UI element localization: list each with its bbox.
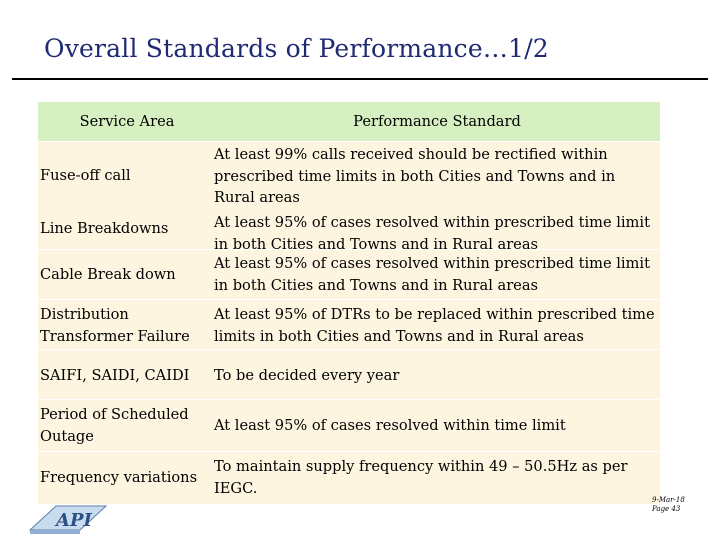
- table-row: [38, 452, 660, 504]
- footer-page: Page 43: [652, 505, 681, 513]
- row-area: SAIFI, SAIDI, CAIDI: [40, 367, 190, 384]
- table-row: [38, 350, 660, 400]
- row-standard: At least 95% of cases resolved within time limit: [214, 417, 566, 434]
- row-area: Cable Break down: [40, 266, 176, 283]
- row-standard: At least 99% calls received should be rectified within prescribed time limits in both Cities and Towns and in Rural areas: [214, 146, 616, 206]
- api-logo-icon: [26, 500, 110, 536]
- slide-footer: [652, 496, 685, 514]
- row-standard: At least 95% of cases resolved within prescribed time limit in both Cities and Towns and in Rural areas: [214, 255, 650, 294]
- row-area: Frequency variations: [40, 469, 198, 486]
- table-row: [38, 250, 660, 300]
- row-standard: To maintain supply frequency within 49 – 50.5Hz as per IEGC.: [214, 458, 628, 497]
- standards-table: [38, 102, 660, 504]
- row-area: Period of Scheduled Outage: [40, 406, 189, 445]
- header-service-area: Service Area: [79, 113, 175, 131]
- header-performance-standard: Performance Standard: [353, 113, 521, 131]
- row-standard: At least 95% of DTRs to be replaced within prescribed time limits in both Cities and Towns and in Rural areas: [214, 306, 655, 345]
- table-header-row: [38, 102, 660, 142]
- table-row: [38, 142, 660, 206]
- footer-date: 9-Mar-18: [652, 496, 685, 504]
- table-row: [38, 300, 660, 350]
- table-row: [38, 400, 660, 452]
- slide-title: Overall Standards of Performance…1/2: [44, 34, 549, 63]
- svg-text:API: API: [56, 510, 92, 531]
- title-divider: [12, 78, 708, 80]
- row-area: Distribution Transformer Failure: [40, 306, 190, 345]
- row-standard: At least 95% of cases resolved within prescribed time limit in both Cities and Towns and in Rural areas: [214, 214, 650, 253]
- row-standard: To be decided every year: [214, 367, 400, 384]
- row-area: Fuse-off call: [40, 167, 131, 184]
- row-area: Line Breakdowns: [40, 220, 169, 237]
